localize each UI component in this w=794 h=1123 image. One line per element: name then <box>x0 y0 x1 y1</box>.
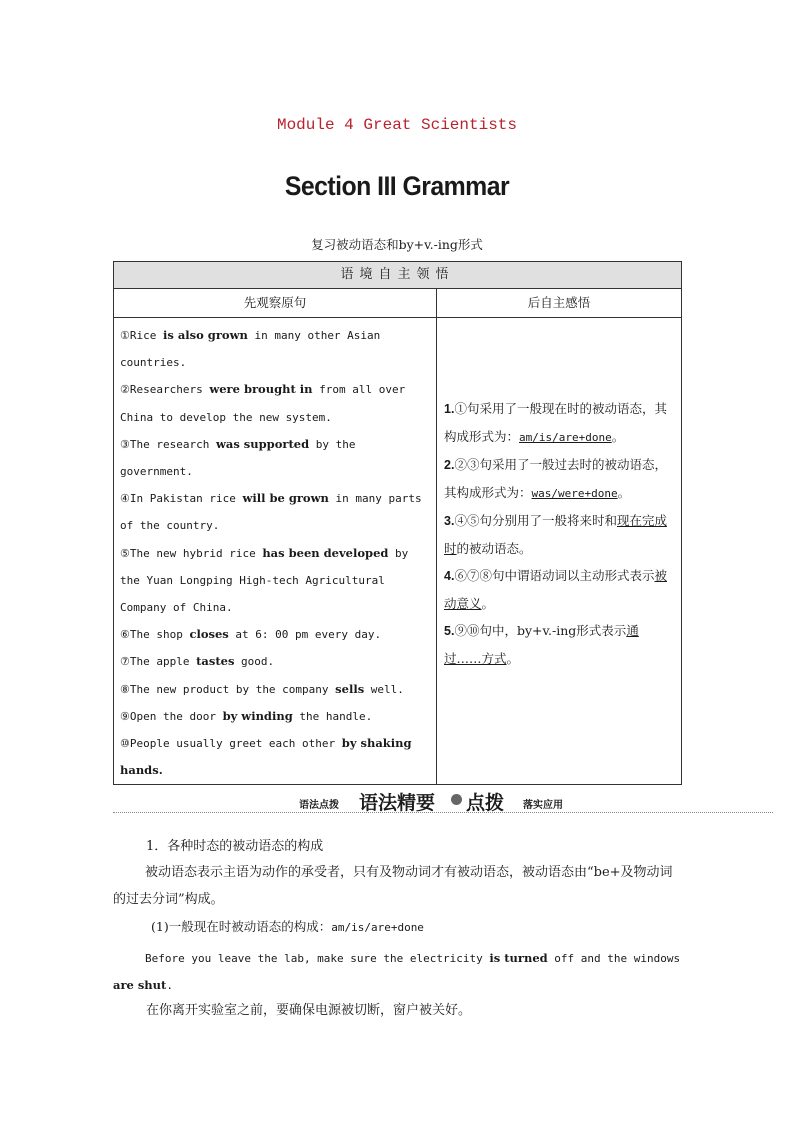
note-text: 。 <box>481 596 495 611</box>
insight-note-item <box>444 617 675 672</box>
example-text: ①Rice <box>120 329 163 342</box>
note-answer: am/is/are+done <box>519 431 612 444</box>
column-header-realize: 后自主感悟 <box>437 289 682 318</box>
rule-form: am/is/are+done <box>331 921 424 934</box>
example-text: the handle. <box>292 709 373 723</box>
example-emphasis: has been developed <box>262 545 389 560</box>
example-text: ⑤The new hybrid rice <box>120 546 263 560</box>
divider-line <box>113 812 773 813</box>
insight-note-list <box>444 395 675 672</box>
example-sentence <box>113 945 683 999</box>
example-text: ⑦The apple <box>120 655 197 669</box>
example-text: good. <box>234 655 275 669</box>
example-text: ③The research <box>120 437 216 451</box>
example-sentence-item <box>120 485 430 539</box>
insight-notes-cell <box>437 318 682 785</box>
example-sentence-item <box>120 676 430 703</box>
example-text: ⑩People usually greet each other <box>120 737 342 751</box>
example-text: ⑥The shop <box>120 628 190 642</box>
note-text: 的被动语态。 <box>456 541 532 556</box>
example-text: ⑨Open the door <box>120 709 223 723</box>
note-text: ②③句采用了一般过去时的被动语态，其构成形式为： <box>444 457 667 500</box>
example-sentence-item <box>120 322 430 376</box>
example-sentence-item <box>120 648 430 675</box>
example-text: at 6: 00 pm every day. <box>228 628 382 642</box>
example-text: from all over China to develop the new system. <box>120 383 406 424</box>
note-text: ⑨⑩句中，by+v.-ing形式表示 <box>454 623 627 638</box>
table-banner: 语境自主领悟 <box>114 262 682 289</box>
example-sentence-item <box>120 621 430 648</box>
insight-note-item <box>444 562 675 617</box>
example-emphasis: by shaking hands. <box>120 736 412 778</box>
note-answer: 被动意义 <box>444 568 667 611</box>
example-translation: 在你离开实验室之前，要确保电源被切断，窗户被关好。 <box>146 1003 472 1018</box>
note-emphasis: 5. <box>444 624 455 638</box>
divider-label-left: 语法点拨 <box>299 800 339 811</box>
insight-note-item <box>444 507 675 562</box>
note-text: 。 <box>617 485 631 500</box>
example-sentence-item <box>120 730 430 784</box>
example-sentence-text: . <box>166 979 173 992</box>
note-text: 。 <box>611 429 625 444</box>
example-sentence-list <box>120 322 430 784</box>
example-sentence-item <box>120 703 430 730</box>
example-text: in many other Asian countries. <box>120 329 381 370</box>
example-text: by the Yuan Longping High-tech Agricultural Company of China. <box>120 546 409 615</box>
note-emphasis: 4. <box>444 569 455 583</box>
divider-title-left: 语法精要 <box>359 792 436 814</box>
example-text: by the government. <box>120 437 356 479</box>
rule-label: (1)一般现在时被动语态的构成： <box>151 919 332 934</box>
example-text: well. <box>364 682 404 696</box>
grammar-intro: 被动语态表示主语为动作的承受者，只有及物动词才有被动语态，被动语态由“be+及物动词的过去分词”构成。 <box>113 865 673 907</box>
example-emphasis: tastes <box>196 654 235 669</box>
example-sentence-emphasis: are shut <box>113 978 167 992</box>
example-sentence-item <box>120 540 430 622</box>
note-answer: 现在完成时 <box>444 513 667 556</box>
note-text: ⑥⑦⑧句中谓语动词以主动形式表示 <box>454 568 655 583</box>
example-emphasis: closes <box>189 627 229 642</box>
insight-note-item <box>444 451 675 507</box>
section-title: Section III Grammar <box>284 171 510 201</box>
module-title: Module 4 Great Scientists <box>276 116 518 134</box>
example-emphasis: was supported <box>215 436 310 451</box>
example-text: ②Researchers <box>120 383 210 397</box>
example-text: ④In Pakistan rice <box>120 492 243 506</box>
example-emphasis: were brought in <box>209 382 313 397</box>
note-answer: was/were+done <box>531 487 618 500</box>
example-sentence-emphasis: is turned <box>489 951 548 965</box>
example-sentence-text: off and the windows <box>547 952 681 965</box>
subtitle: 复习被动语态和by+v.-ing形式 <box>311 237 483 252</box>
note-emphasis: 2. <box>444 458 455 472</box>
column-header-observe: 先观察原句 <box>114 289 437 318</box>
example-emphasis: is also grown <box>162 328 248 342</box>
note-emphasis: 3. <box>444 514 455 528</box>
example-emphasis: sells <box>335 681 365 696</box>
section-divider <box>113 788 773 816</box>
example-sentences-cell <box>114 318 437 785</box>
note-emphasis: 1. <box>444 402 455 416</box>
note-text: ①句采用了一般现在时的被动语态，其构成形式为： <box>444 401 667 444</box>
note-text: 。 <box>506 651 520 666</box>
example-emphasis: will be grown <box>242 491 329 506</box>
divider-bullet-icon <box>451 794 462 805</box>
grammar-table <box>113 261 682 785</box>
example-sentence-item <box>120 376 430 430</box>
example-sentence-text: Before you leave the lab, make sure the electricity <box>145 952 490 965</box>
example-text: in many parts of the country. <box>120 492 422 533</box>
note-text: ④⑤句分别用了一般将来时和 <box>454 513 617 528</box>
divider-title-right: 点拨 <box>466 792 505 814</box>
example-emphasis: by winding <box>222 708 293 723</box>
note-answer: 通过……方式 <box>444 623 639 666</box>
insight-note-item <box>444 395 675 451</box>
example-sentence-item <box>120 431 430 485</box>
divider-label-right: 落实应用 <box>523 800 563 811</box>
example-text: ⑧The new product by the company <box>120 682 336 696</box>
rule-present-passive <box>151 917 721 935</box>
grammar-heading: 1．各种时态的被动语态的构成 <box>146 839 324 854</box>
